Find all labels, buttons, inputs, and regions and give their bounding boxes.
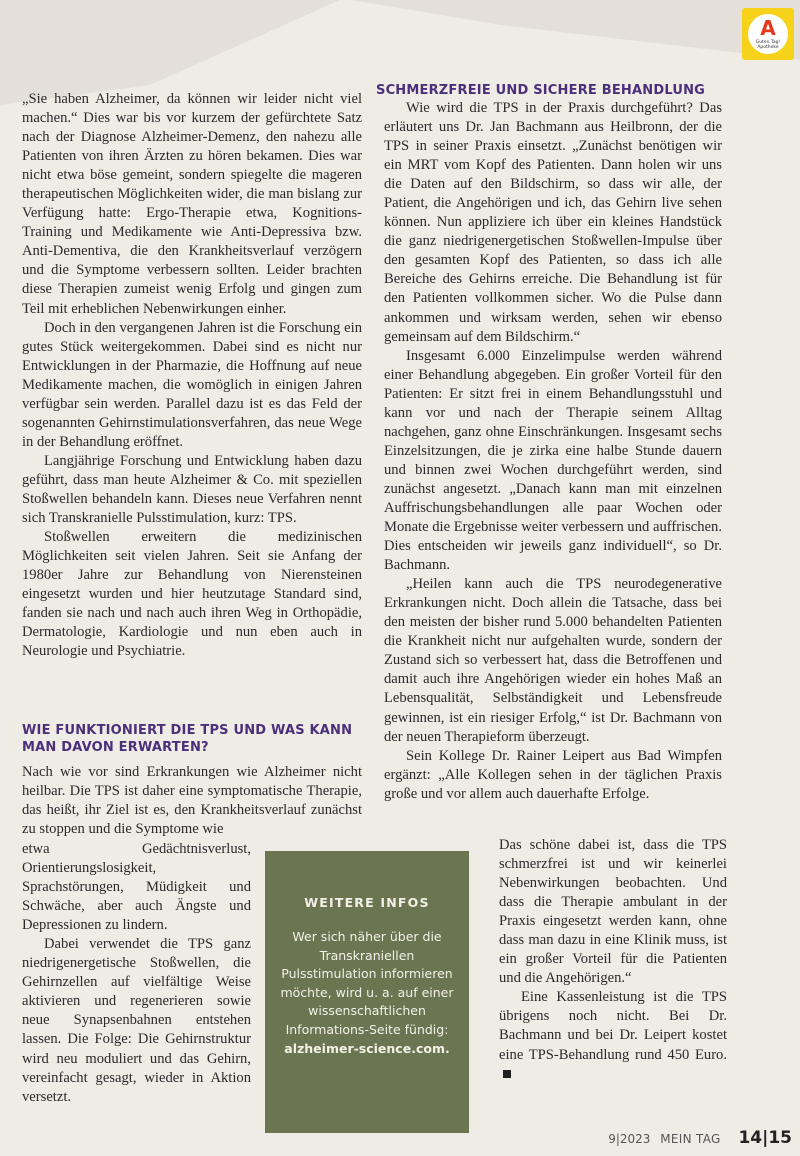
info-box-title: WEITERE INFOS xyxy=(304,895,430,910)
info-box xyxy=(265,851,469,1133)
left-column xyxy=(22,90,362,661)
right-column xyxy=(384,99,722,804)
paragraph: Insgesamt 6.000 Einzelimpulse werden während einer Behandlung abgegeben. Ein großer Vorteil für den Patienten: Er sitzt frei in einem Behandlungsstuhl und kann vor und nach der Therapie seinem Alltag nachgehen, ganz ohne Einschränkungen. Insgesamt sechs Einzelsitzungen, die je zirka eine halbe Stunde dauern und binnen zwei Wochen durchgeführt werden, sind zunächst angesetzt. „Danach kann man mit einzelnen Auffrischungsbehandlungen alle paar Wochen oder Monate die Ergebnisse weiter verbessern und auffrischen. Dies entscheiden wir jeweils ganz individuell“, so Dr. Bachmann. xyxy=(384,347,722,574)
paragraph: Dabei verwendet die TPS ganz niedrigenergetische Stoßwellen, die Gehirnzellen auf vielfältige Weise aktivieren und regenerieren sowie neue Synapsenbahnen entstehen lassen. Die Folge: Die Gehirnstruktur wird neu moduliert und das Gehirn, vereinfacht gesagt, wieder in Aktion versetzt. xyxy=(22,936,251,1105)
info-box-body: Wer sich näher über die Transkraniellen Pulsstimulation informieren möchte, wird u. a. auf einer wissenschaftlichen Informations-Seite fündig: alzheimer-science.com. xyxy=(265,928,469,1058)
magazine-name: MEIN TAG xyxy=(660,1132,721,1146)
paragraph: Stoßwellen erweitern die medizinischen Möglichkeiten seit vielen Jahren. Seit sie Anfang der 1980er Jahre zur Behandlung von Nierensteinen eingesetzt wurden und hier heutzutage Standard sind, fanden sie nach und nach auch ihren Weg in Orthopädie, Dermatologie, Kardiologie und nun eben auch in Neurologie und Psychiatrie. xyxy=(22,529,362,660)
paragraph: Langjährige Forschung und Entwicklung haben dazu geführt, dass man heute Alzheimer & Co. mit speziellen Stoßwellen behandeln kann. Dieses neue Verfahren nennt sich Transkranielle Pulsstimulation, kurz: TPS. xyxy=(22,452,362,527)
section-heading-right xyxy=(376,82,721,99)
right-column-narrow xyxy=(499,836,727,1084)
paragraph: Nach wie vor sind Erkrankungen wie Alzheimer nicht heilbar. Die TPS ist daher eine symptomatische Therapie, das heißt, ihr Ziel ist es, den Krankheitsverlauf zunächst zu stoppen und die Symptome wie xyxy=(22,764,362,838)
left-column-narrow xyxy=(22,840,251,1107)
page-footer xyxy=(608,1128,792,1148)
issue-number: 9|2023 xyxy=(608,1132,651,1146)
pharmacy-logo: A Guten Tag! Apotheke xyxy=(742,8,794,60)
paragraph: Eine Kassenleistung ist die TPS übrigens noch nicht. Bei Dr. Bachmann und bei Dr. Leipert kostet eine TPS-Behandlung rund 450 Euro. xyxy=(499,988,727,1083)
paragraph: Sein Kollege Dr. Rainer Leipert aus Bad Wimpfen ergänzt: „Alle Kollegen sehen in der täglichen Praxis große und vor allem auch dauerhafte Erfolge. xyxy=(384,747,722,802)
section-heading-left xyxy=(22,722,362,756)
paragraph: Wie wird die TPS in der Praxis durchgeführt? Das erläutert uns Dr. Jan Bachmann aus Heilbronn, der die TPS in seiner Praxis einsetzt. „Zunächst benötigen wir ein MRT vom Kopf des Patienten. Dann holen wir uns die Daten auf den Bildschirm, so dass wir alle, der Patient, die Angehörigen und ich, das Gehirn live sehen können. Nun appliziere ich über ein kleines Handstück die ganz niedrigenergetischen Stoßwellen-Impulse über den gesamten Kopf des Patienten, so dass ich alle Bereiche des Gehirns erreiche. Die Behandlung ist für den Patienten vollkommen sicher. Wo die Pulse dann ankommen und wirksam werden, sehen wir ebenso gemeinsam auf dem Bildschirm.“ xyxy=(384,100,722,345)
left-column-lower xyxy=(22,763,362,839)
end-of-article-mark xyxy=(503,1070,511,1078)
section-heading: WIE FUNKTIONIERT DIE TPS UND WAS KANN MAN DAVON ERWARTEN? xyxy=(22,723,353,755)
paragraph: etwa Gedächtnisverlust, Orientierungslosigkeit, Sprachstörungen, Müdigkeit und Schwäche, aber auch Ängste und Depressionen zu lindern. xyxy=(22,841,251,934)
paragraph: „Sie haben Alzheimer, da können wir leider nicht viel machen.“ Dies war bis vor kurzem der gefürchtete Satz nach der Diagnose Alzheimer-Demenz, den nahezu alle Patienten von ihren Ärzten zu hören bekamen. Dies war nicht etwa böse gemeint, sondern spiegelte die mageren therapeutischen Möglichkeiten wider, die man bislang zur Verfügung hatte: Ergo-Therapie etwa, Kognitions-Training und Medikamente wie Anti-Depressiva bzw. Anti-Dementiva, die den Krankheitsverlauf verzögern und die Symptome verbessern sollten. Leider brachten diese Therapien zumeist wenig Erfolg und gingen zum Teil mit erheblichen Nebenwirkungen einher. xyxy=(22,91,362,317)
paragraph: „Heilen kann auch die TPS neurodegenerative Erkrankungen nicht. Doch allein die Tatsache, dass bei den meisten der bisher rund 5.000 behandelten Patienten die Krankheit nicht nur aufgehalten wurde, sondern der Zustand sich so verbessert hat, dass die Betroffenen und damit auch ihre Angehörigen wieder ein hohes Maß an Lebensqualität, Selbständigkeit und Lebensfreude gewinnen, ist ein riesiger Erfolg,“ ist Dr. Bachmann von der neuen Therapieform überzeugt. xyxy=(384,576,722,745)
section-heading: SCHMERZFREIE UND SICHERE BEHANDLUNG xyxy=(376,83,706,98)
page-numbers: 14|15 xyxy=(738,1128,792,1148)
paragraph: Doch in den vergangenen Jahren ist die Forschung ein gutes Stück weitergekommen. Dabei sind es nicht nur Entwicklungen in der Pharmazie, die Hoffnung auf neue Medikamente machen, die womöglich in einigen Jahren verfügbar sein werden. Parallel dazu ist es das Feld der sogenannten Gehirnstimulationsverfahren, das neue Wege in der Behandlung eröffnet. xyxy=(22,319,362,450)
info-box-url[interactable]: alzheimer-science.com. xyxy=(284,1041,450,1056)
paragraph: Das schöne dabei ist, dass die TPS schmerzfrei ist und wir keinerlei Nebenwirkungen beobachten. Und dass die Therapie ambulant in der Praxis eingesetzt werden kann, ohne dass man dazu in eine Klinik muss, ist ein großer Vorteil für die Patienten und die Angehörigen.“ xyxy=(499,837,727,987)
